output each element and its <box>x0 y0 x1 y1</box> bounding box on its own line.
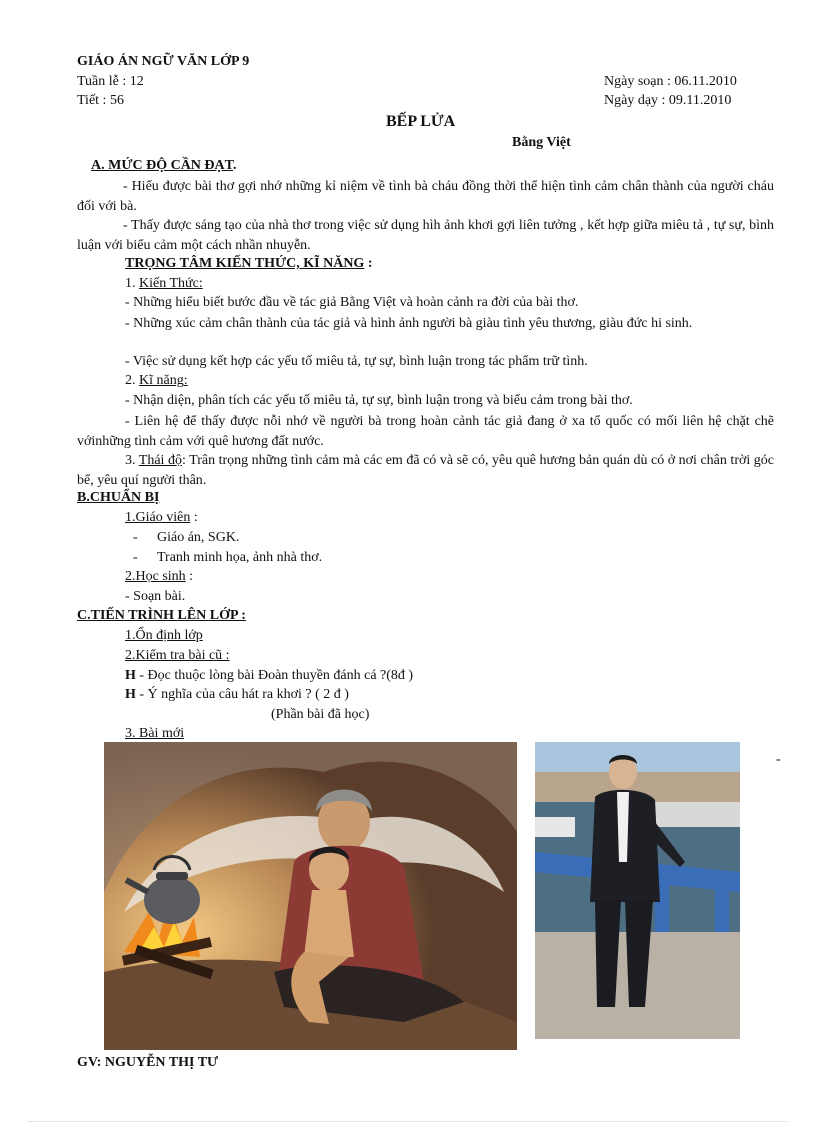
student-label: 2.Học sinh <box>125 569 186 584</box>
question-1 <box>125 668 413 684</box>
question-1-h: H <box>125 668 136 683</box>
teacher-item-2-dash: - <box>133 550 138 565</box>
objective-2: - Thấy được sáng tạo của nhà thơ trong việc sử dụng hìh ảnh khơi gợi liên tưởng , kết hợp giữa miêu tả , tự sự, bình luận với biểu cảm một cách nhần nhuyễn. <box>77 218 774 253</box>
boat-left <box>535 817 575 837</box>
teach-date: Ngày dạy : 09.11.2010 <box>604 93 732 108</box>
skills-item-1: - Nhận diện, phân tích các yếu tố miêu tả, tự sự, bình luận trong và biểu cảm trong bài thơ. <box>125 393 633 408</box>
stabilize-class: 1.Ổn định lớp <box>125 628 203 643</box>
knowledge-item-1: - Những hiểu biết bước đầu về tác giả Bằng Việt và hoàn cảnh ra đời của bài thơ. <box>125 295 579 310</box>
section-b-heading: B.CHUẨN BỊ <box>77 490 160 505</box>
focus-tail: : <box>364 256 373 271</box>
check-old-lesson: 2.Kiểm tra bài cũ : <box>125 648 230 663</box>
skills-item-2: - Liên hệ để thấy được nỗi nhớ về người bà trong hoàn cảnh tác giả đang ở xa tổ quốc có mối liên hệ chặt chẽ vớinhững tình cảm với quê hương đất nước. <box>77 414 774 449</box>
period-label: Tiết : 56 <box>77 93 124 108</box>
section-a-title: A. MỨC ĐỘ CẦN ĐẠT <box>91 158 233 173</box>
skills-colon: : <box>183 373 188 388</box>
teacher-heading <box>125 510 198 526</box>
lesson-author: Bằng Việt <box>512 135 571 150</box>
knowledge-item-2: - Những xúc cảm chân thành của tác giả và hình ảnh người bà giàu tình yêu thương, giàu đức hi sinh. <box>125 316 693 331</box>
new-lesson: 3. Bài mới <box>125 726 185 741</box>
skills-heading <box>125 373 188 389</box>
attitude-label: Thái độ <box>138 453 182 468</box>
illustration-image <box>104 742 517 1050</box>
question-2 <box>125 687 349 703</box>
section-a-heading <box>91 158 236 174</box>
teacher-colon: : <box>190 510 198 525</box>
document-title: GIÁO ÁN NGỮ VĂN LỚP 9 <box>77 54 250 69</box>
question-2-text: - Ý nghĩa của câu hát ra khơi ? ( 2 đ ) <box>135 687 349 702</box>
poet-photo <box>535 742 740 1039</box>
skills-label: Kĩ năng <box>139 373 184 388</box>
knowledge-heading <box>125 276 203 292</box>
teacher-name: GV: NGUYỄN THỊ TƯ <box>77 1055 219 1070</box>
teacher-item-1: Giáo án, SGK. <box>157 530 240 545</box>
week-label: Tuần lễ : 12 <box>77 74 144 89</box>
page-bottom-border <box>28 1121 788 1122</box>
teacher-label: 1.Giáo viên <box>125 510 191 525</box>
student-item-1: - Soạn bài. <box>125 589 186 604</box>
attitude-paragraph <box>77 451 774 490</box>
prep-date: Ngày soạn : 06.11.2010 <box>604 74 737 89</box>
knowledge-number: 1. <box>125 276 139 291</box>
attitude-text: : Trân trọng những tình cảm mà các em đã có và sẽ có, yêu quê hương bản quán dù có ở nơi chân trời góc bể, yêu quí người thân. <box>77 453 775 488</box>
focus-title: TRỌNG TÂM KIẾN THỨC, KĨ NĂNG <box>125 256 365 271</box>
knowledge-colon: : <box>198 276 203 291</box>
question-1-text: - Đọc thuộc lòng bài Đoàn thuyền đánh cá ?(8đ ) <box>135 668 414 683</box>
stray-dash: - <box>776 752 781 767</box>
focus-heading <box>125 256 373 272</box>
knowledge-label: Kiến Thức <box>139 276 199 291</box>
teacher-item-1-dash: - <box>133 530 138 545</box>
teacher-item-2: Tranh minh họa, ảnh nhà thơ. <box>157 550 323 565</box>
section-c-heading: C.TIẾN TRÌNH LÊN LỚP : <box>77 608 246 623</box>
question-2-h: H <box>125 687 136 702</box>
attitude-number: 3. <box>125 453 139 468</box>
knowledge-item-3: - Việc sử dụng kết hợp các yếu tố miêu tả, tự sự, bình luận trong tác phẩm trữ tình. <box>125 354 588 369</box>
skills-number: 2. <box>125 373 139 388</box>
student-colon: : <box>185 569 194 584</box>
learned-note: (Phần bài đã học) <box>271 707 370 722</box>
boat <box>655 802 740 827</box>
student-heading <box>125 569 193 585</box>
lesson-title: BẾP LỬA <box>386 113 456 130</box>
objective-1: - Hiểu được bài thơ gợi nhớ những kỉ niệm về tình bà cháu đồng thời thể hiện tình cảm chân thành của người cháu đối với bà. <box>77 179 774 214</box>
section-a-tail: . <box>232 158 237 173</box>
